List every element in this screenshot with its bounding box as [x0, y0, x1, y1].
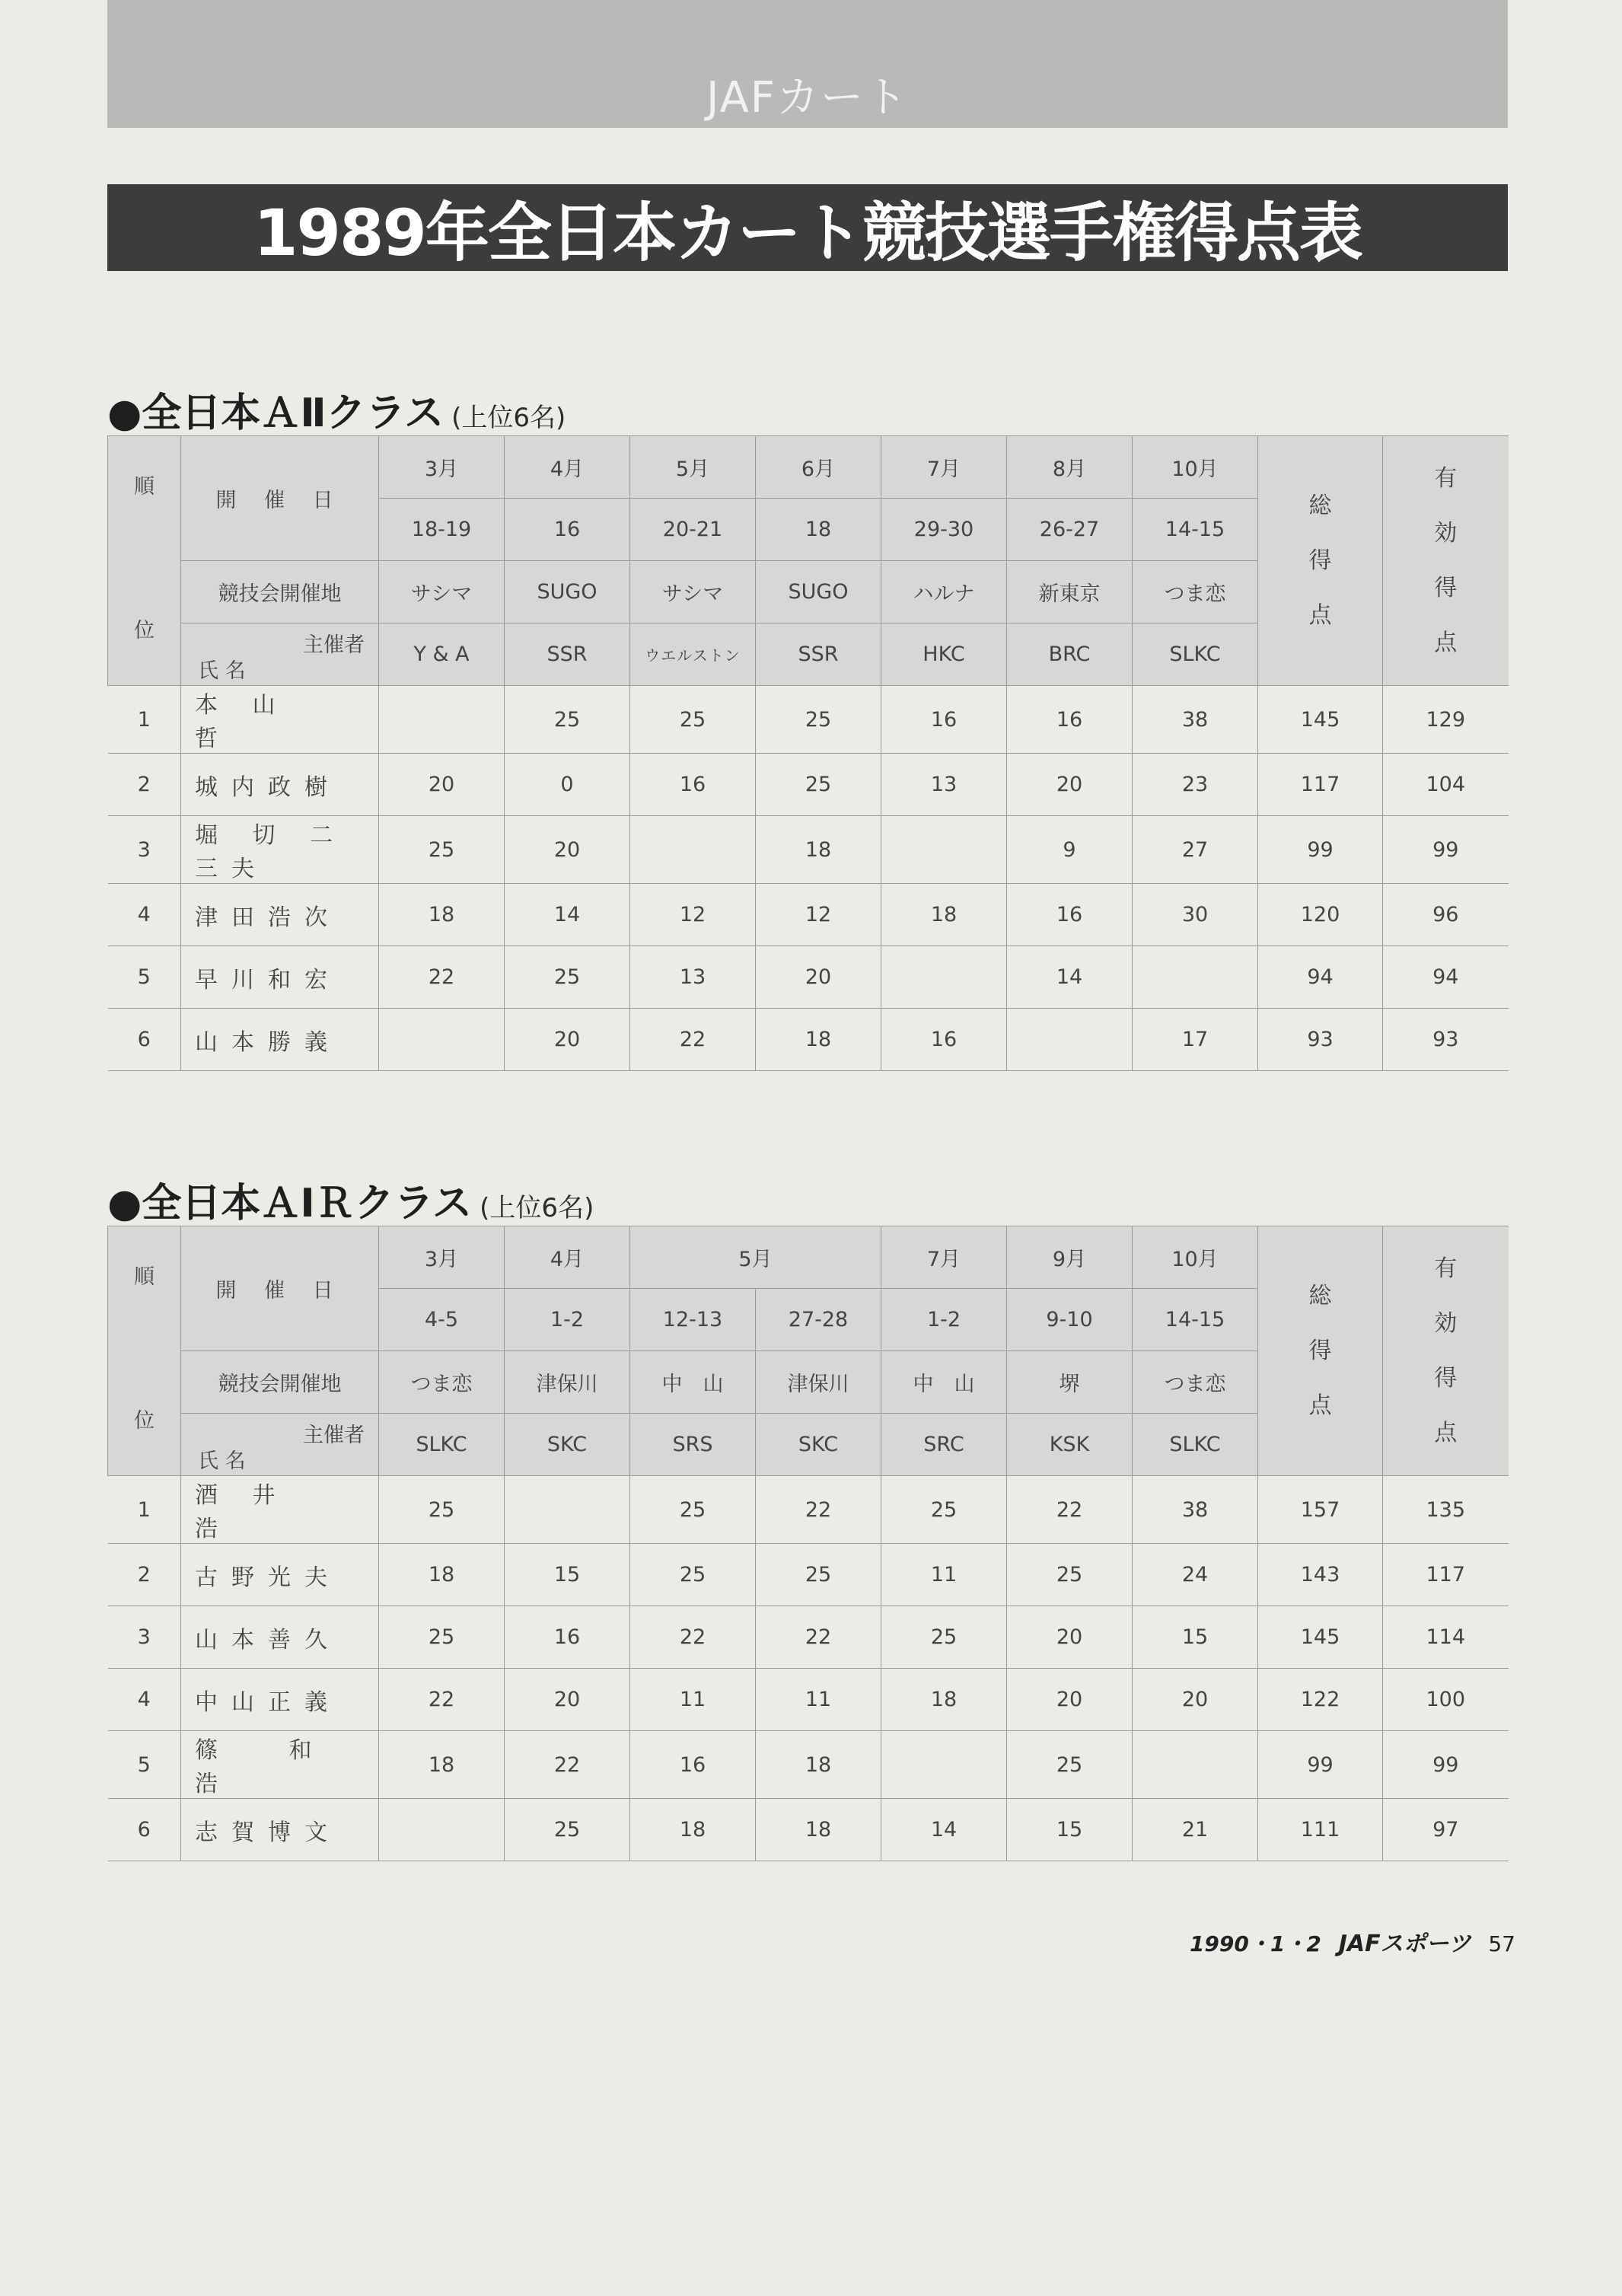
score-cell: 16 [1007, 686, 1133, 754]
date-cell: 20-21 [630, 499, 756, 561]
rank-cell: 2 [108, 1544, 181, 1606]
score-cell: 20 [1007, 1669, 1133, 1731]
total-points-cell: 120 [1258, 884, 1383, 946]
effective-points-header: 有効得点 [1383, 436, 1509, 686]
rank-cell: 4 [108, 1669, 181, 1731]
total-points-header: 総得点 [1258, 1226, 1383, 1476]
driver-name-cell: 篠 和 浩 [181, 1731, 379, 1799]
host-cell: BRC [1007, 623, 1133, 686]
score-cell: 25 [881, 1606, 1007, 1669]
total-points-cell: 111 [1258, 1799, 1383, 1861]
month-cell: 9月 [1007, 1226, 1133, 1289]
date-cell: 18-19 [379, 499, 505, 561]
category-banner [107, 0, 1508, 128]
score-cell [1007, 1009, 1133, 1071]
score-cell: 16 [630, 754, 756, 816]
score-cell: 22 [379, 946, 505, 1009]
table-row [108, 1669, 1509, 1731]
rank-header: 順 位 [108, 436, 181, 686]
rank-cell: 6 [108, 1799, 181, 1861]
table-row [108, 686, 1509, 754]
score-cell: 9 [1007, 816, 1133, 884]
driver-name-cell: 本 山 哲 [181, 686, 379, 754]
rank-cell: 1 [108, 1476, 181, 1544]
effective-points-cell: 135 [1383, 1476, 1509, 1544]
venue-cell: 津保川 [756, 1351, 881, 1414]
effective-points-cell: 94 [1383, 946, 1509, 1009]
score-cell [1133, 946, 1258, 1009]
score-cell: 25 [505, 686, 630, 754]
score-cell: 11 [630, 1669, 756, 1731]
venue-cell: 中 山 [630, 1351, 756, 1414]
venue-cell: サシマ [379, 561, 505, 623]
venue-label: 競技会開催地 [181, 561, 379, 623]
score-cell: 20 [1007, 754, 1133, 816]
effective-points-header: 有効得点 [1383, 1226, 1509, 1476]
effective-points-cell: 114 [1383, 1606, 1509, 1669]
total-points-cell: 93 [1258, 1009, 1383, 1071]
magazine-name: JAFスポーツ [1338, 1931, 1471, 1957]
score-cell: 18 [379, 884, 505, 946]
effective-points-cell: 99 [1383, 816, 1509, 884]
score-cell: 22 [505, 1731, 630, 1799]
score-cell: 22 [1007, 1476, 1133, 1544]
driver-name-cell: 酒 井 浩 [181, 1476, 379, 1544]
effective-points-cell: 96 [1383, 884, 1509, 946]
effective-points-cell: 100 [1383, 1669, 1509, 1731]
score-cell: 18 [756, 1799, 881, 1861]
venue-cell: つま恋 [379, 1351, 505, 1414]
score-cell: 12 [630, 884, 756, 946]
total-points-cell: 117 [1258, 754, 1383, 816]
score-cell: 17 [1133, 1009, 1258, 1071]
score-cell [630, 816, 756, 884]
total-points-header: 総得点 [1258, 436, 1383, 686]
score-cell: 16 [1007, 884, 1133, 946]
score-cell: 25 [379, 1476, 505, 1544]
month-cell: 4月 [505, 436, 630, 499]
total-points-cell: 157 [1258, 1476, 1383, 1544]
score-cell [379, 1009, 505, 1071]
effective-points-cell: 104 [1383, 754, 1509, 816]
score-cell: 14 [1007, 946, 1133, 1009]
host-cell: SLKC [1133, 623, 1258, 686]
venue-label: 競技会開催地 [181, 1351, 379, 1414]
score-cell: 20 [379, 754, 505, 816]
host-cell: ウエルストン [630, 623, 756, 686]
host-cell: SLKC [1133, 1414, 1258, 1476]
score-cell: 22 [630, 1009, 756, 1071]
score-cell [881, 946, 1007, 1009]
score-cell [881, 1731, 1007, 1799]
section-heading-a1r [107, 1171, 594, 1224]
rank-cell: 5 [108, 946, 181, 1009]
score-cell: 27 [1133, 816, 1258, 884]
total-points-cell: 99 [1258, 816, 1383, 884]
rank-cell: 1 [108, 686, 181, 754]
month-cell: 10月 [1133, 436, 1258, 499]
total-points-cell: 122 [1258, 1669, 1383, 1731]
date-cell: 14-15 [1133, 499, 1258, 561]
section-heading-a2 [107, 381, 566, 434]
table-row [108, 1606, 1509, 1669]
host-cell: SRC [881, 1414, 1007, 1476]
rank-cell: 3 [108, 1606, 181, 1669]
venue-cell: つま恋 [1133, 561, 1258, 623]
driver-name-cell: 志賀博文 [181, 1799, 379, 1861]
host-cell: SSR [756, 623, 881, 686]
score-cell: 18 [630, 1799, 756, 1861]
page-number: 57 [1488, 1931, 1515, 1956]
month-cell: 8月 [1007, 436, 1133, 499]
table-row [108, 816, 1509, 884]
score-cell: 38 [1133, 686, 1258, 754]
score-cell: 20 [1007, 1606, 1133, 1669]
host-cell: SLKC [379, 1414, 505, 1476]
rank-header: 順 位 [108, 1226, 181, 1476]
score-cell: 18 [756, 816, 881, 884]
score-cell: 14 [881, 1799, 1007, 1861]
table-row [108, 884, 1509, 946]
effective-points-cell: 97 [1383, 1799, 1509, 1861]
driver-name-cell: 早川和宏 [181, 946, 379, 1009]
host-cell: KSK [1007, 1414, 1133, 1476]
table-row [108, 946, 1509, 1009]
rank-cell: 2 [108, 754, 181, 816]
page-title-bar [107, 184, 1508, 271]
date-cell: 29-30 [881, 499, 1007, 561]
score-cell: 22 [630, 1606, 756, 1669]
total-points-cell: 94 [1258, 946, 1383, 1009]
total-points-cell: 145 [1258, 686, 1383, 754]
driver-name-cell: 山本勝義 [181, 1009, 379, 1071]
issue-date: 1990・1・2 [1189, 1931, 1321, 1956]
score-cell: 16 [881, 1009, 1007, 1071]
venue-cell: SUGO [756, 561, 881, 623]
effective-points-cell: 99 [1383, 1731, 1509, 1799]
month-cell: 6月 [756, 436, 881, 499]
month-cell: 3月 [379, 1226, 505, 1289]
score-cell: 20 [505, 1009, 630, 1071]
venue-cell: 堺 [1007, 1351, 1133, 1414]
score-cell: 18 [756, 1731, 881, 1799]
date-cell: 1-2 [505, 1289, 630, 1351]
table-row [108, 1009, 1509, 1071]
driver-name-cell: 津田浩次 [181, 884, 379, 946]
date-label: 開 催 日 [181, 436, 379, 561]
month-cell: 4月 [505, 1226, 630, 1289]
date-cell: 26-27 [1007, 499, 1133, 561]
page-title: 1989年全日本カート競技選手権得点表 [253, 195, 1362, 270]
date-cell: 9-10 [1007, 1289, 1133, 1351]
month-cell: 5月 [630, 436, 756, 499]
score-cell: 16 [630, 1731, 756, 1799]
month-cell: 3月 [379, 436, 505, 499]
score-cell: 24 [1133, 1544, 1258, 1606]
date-cell: 4-5 [379, 1289, 505, 1351]
standings-table-a2 [107, 435, 1509, 1071]
score-cell: 23 [1133, 754, 1258, 816]
score-cell: 11 [881, 1544, 1007, 1606]
score-cell: 15 [1007, 1799, 1133, 1861]
score-cell: 18 [881, 1669, 1007, 1731]
score-cell: 25 [379, 1606, 505, 1669]
total-points-cell: 143 [1258, 1544, 1383, 1606]
total-points-cell: 145 [1258, 1606, 1383, 1669]
score-cell: 20 [1133, 1669, 1258, 1731]
rank-cell: 5 [108, 1731, 181, 1799]
date-cell: 27-28 [756, 1289, 881, 1351]
host-cell: SKC [505, 1414, 630, 1476]
driver-name-cell: 城内政樹 [181, 754, 379, 816]
date-cell: 12-13 [630, 1289, 756, 1351]
rank-cell: 4 [108, 884, 181, 946]
score-cell: 20 [505, 816, 630, 884]
host-cell: SSR [505, 623, 630, 686]
score-cell: 15 [1133, 1606, 1258, 1669]
score-cell [1133, 1731, 1258, 1799]
page-footer [1190, 1924, 1515, 1958]
score-cell: 16 [881, 686, 1007, 754]
effective-points-cell: 129 [1383, 686, 1509, 754]
score-cell: 25 [379, 816, 505, 884]
score-cell [505, 1476, 630, 1544]
score-cell: 25 [505, 946, 630, 1009]
driver-name-cell: 古野光夫 [181, 1544, 379, 1606]
section-subtitle: (上位6名) [451, 403, 566, 433]
score-cell: 0 [505, 754, 630, 816]
score-cell: 22 [756, 1606, 881, 1669]
score-cell: 38 [1133, 1476, 1258, 1544]
table-row [108, 1731, 1509, 1799]
month-cell: 10月 [1133, 1226, 1258, 1289]
date-cell: 14-15 [1133, 1289, 1258, 1351]
banner-text: JAFカート [706, 73, 910, 123]
rank-cell: 6 [108, 1009, 181, 1071]
score-cell: 14 [505, 884, 630, 946]
score-cell: 12 [756, 884, 881, 946]
month-cell: 5月 [630, 1226, 881, 1289]
section-title: ●全日本ＡⅡクラス [107, 391, 445, 436]
host-name-label: 主催者 氏 名 [181, 623, 379, 686]
section-subtitle: (上位6名) [480, 1193, 594, 1223]
date-cell: 1-2 [881, 1289, 1007, 1351]
score-cell: 25 [756, 754, 881, 816]
venue-cell: つま恋 [1133, 1351, 1258, 1414]
score-cell: 22 [379, 1669, 505, 1731]
month-cell: 7月 [881, 436, 1007, 499]
score-cell: 18 [379, 1544, 505, 1606]
section-title: ●全日本ＡⅠＲクラス [107, 1181, 473, 1226]
score-cell [379, 1799, 505, 1861]
score-cell: 20 [505, 1669, 630, 1731]
score-cell: 30 [1133, 884, 1258, 946]
table-row [108, 1799, 1509, 1861]
score-cell: 13 [630, 946, 756, 1009]
score-cell: 21 [1133, 1799, 1258, 1861]
score-cell: 25 [630, 1476, 756, 1544]
score-cell: 25 [630, 1544, 756, 1606]
host-cell: SKC [756, 1414, 881, 1476]
driver-name-cell: 堀 切 二三夫 [181, 816, 379, 884]
table-row [108, 1476, 1509, 1544]
total-points-cell: 99 [1258, 1731, 1383, 1799]
score-cell: 25 [1007, 1731, 1133, 1799]
venue-cell: SUGO [505, 561, 630, 623]
score-cell: 25 [1007, 1544, 1133, 1606]
score-cell: 16 [505, 1606, 630, 1669]
score-cell: 13 [881, 754, 1007, 816]
score-cell: 18 [756, 1009, 881, 1071]
score-cell: 25 [630, 686, 756, 754]
host-cell: Y & A [379, 623, 505, 686]
standings-table-a1r [107, 1226, 1509, 1861]
score-cell: 11 [756, 1669, 881, 1731]
score-cell: 18 [379, 1731, 505, 1799]
date-label: 開 催 日 [181, 1226, 379, 1351]
driver-name-cell: 中山正義 [181, 1669, 379, 1731]
venue-cell: サシマ [630, 561, 756, 623]
effective-points-cell: 93 [1383, 1009, 1509, 1071]
host-cell: HKC [881, 623, 1007, 686]
score-cell [881, 816, 1007, 884]
venue-cell: 中 山 [881, 1351, 1007, 1414]
score-cell: 22 [756, 1476, 881, 1544]
driver-name-cell: 山本善久 [181, 1606, 379, 1669]
score-cell: 25 [505, 1799, 630, 1861]
score-cell [379, 686, 505, 754]
date-cell: 16 [505, 499, 630, 561]
score-cell: 20 [756, 946, 881, 1009]
host-name-label: 主催者 氏 名 [181, 1414, 379, 1476]
table-row [108, 754, 1509, 816]
host-cell: SRS [630, 1414, 756, 1476]
venue-cell: 津保川 [505, 1351, 630, 1414]
venue-cell: 新東京 [1007, 561, 1133, 623]
date-cell: 18 [756, 499, 881, 561]
effective-points-cell: 117 [1383, 1544, 1509, 1606]
score-cell: 25 [881, 1476, 1007, 1544]
score-cell: 15 [505, 1544, 630, 1606]
score-cell: 25 [756, 1544, 881, 1606]
score-cell: 18 [881, 884, 1007, 946]
score-cell: 25 [756, 686, 881, 754]
venue-cell: ハルナ [881, 561, 1007, 623]
month-cell: 7月 [881, 1226, 1007, 1289]
rank-cell: 3 [108, 816, 181, 884]
table-row [108, 1544, 1509, 1606]
